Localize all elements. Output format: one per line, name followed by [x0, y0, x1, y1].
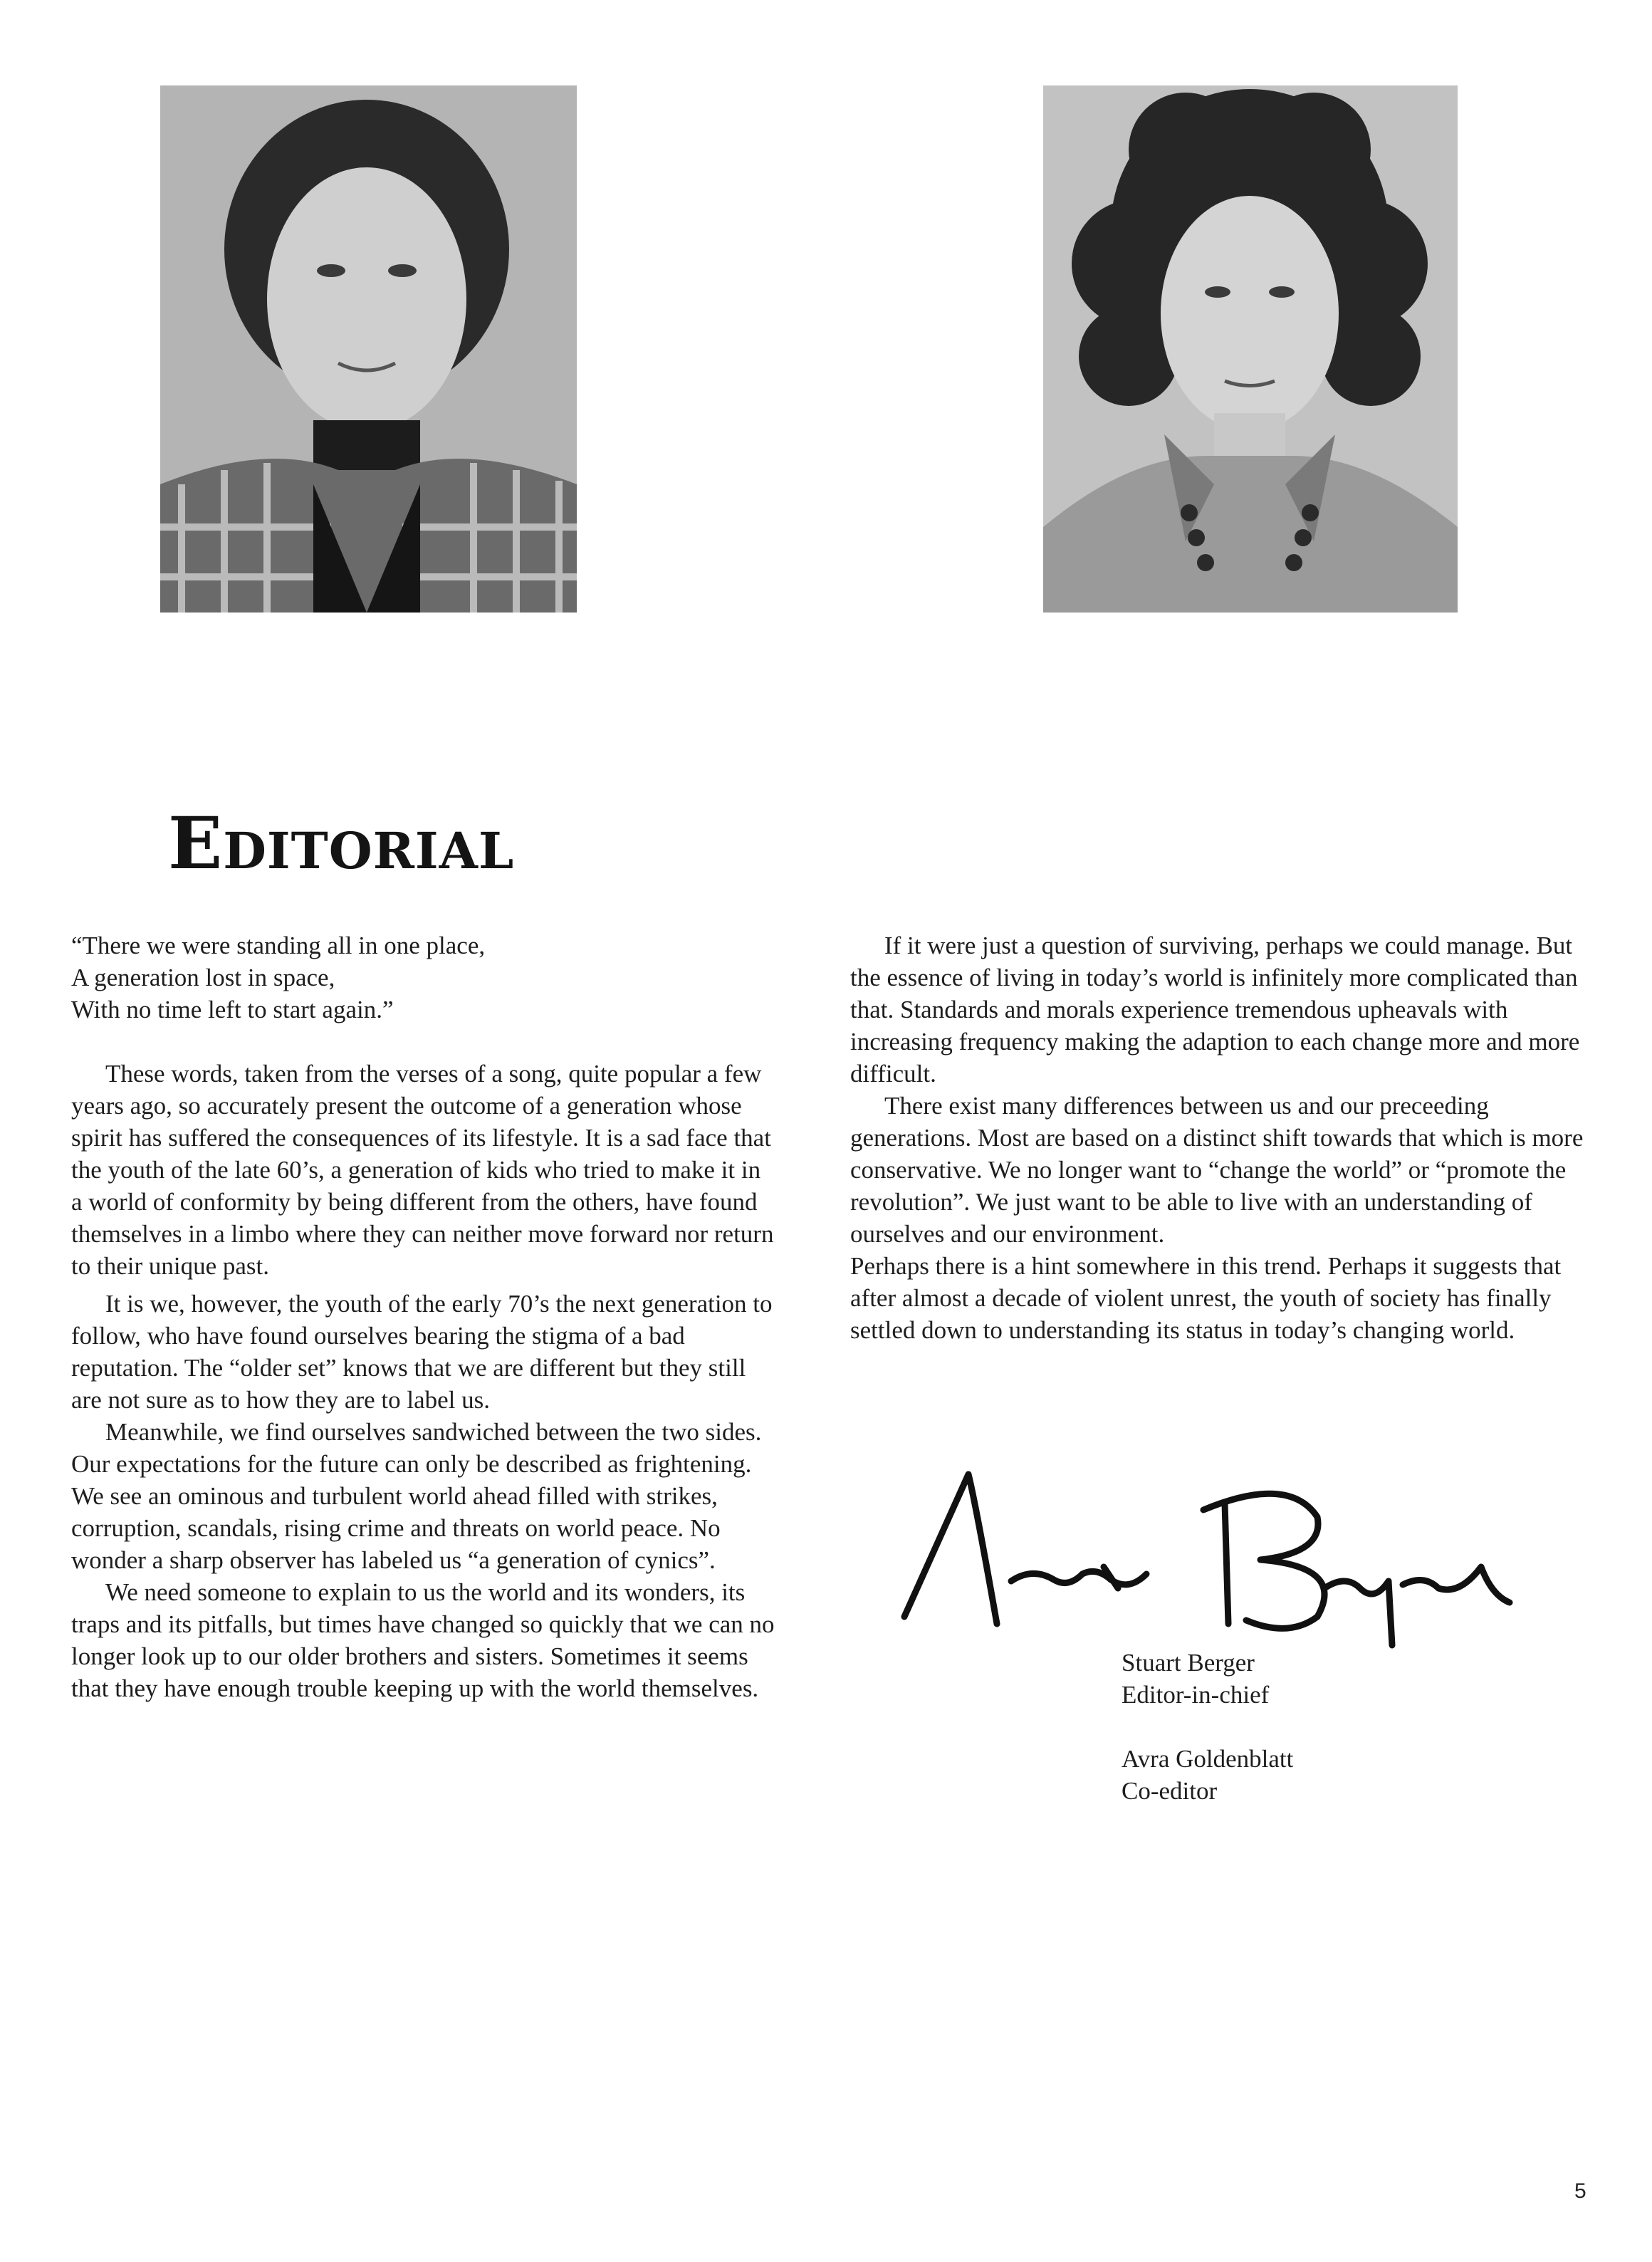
- portrait-image-right: [1043, 85, 1458, 613]
- paragraph: There exist many differences between us and our preceeding generations. Most are based on a distinct shift towards that which is more conservative. We no longer want to “change the world” or “promote the revolution”. We just want to be able to live with an understanding of ourselves and our environment.: [850, 1092, 1584, 1248]
- song-verse-quote: “There we were standing all in one place, A generation lost in space, With no time left to start again.”: [71, 932, 486, 1023]
- right-column: [850, 929, 1584, 1346]
- paragraph: Perhaps there is a hint somewhere in this trend. Perhaps it suggests that after almost a decade of violent unrest, the youth of society has finally settled down to understanding its status in today’s changing world.: [850, 1252, 1562, 1344]
- editor-name: Stuart Berger: [1122, 1649, 1255, 1677]
- paragraph: If it were just a question of surviving, perhaps we could manage. But the essence of living in today’s world is infinitely more complicated than that. Standards and morals experience tremendous upheavals with increasing frequency making the adaption to each change more and more difficult.: [850, 932, 1580, 1088]
- paragraph: These words, taken from the verses of a song, quite popular a few years ago, so accurately present the outcome of a generation whose spirit has suffered the consequences of its lifestyle. It is a sad face that the youth of the late 60’s, a generation of kids who tried to make it in a world of conformity by being different from the others, have found themselves in a limbo where they can neither move forward nor return to their unique past.: [71, 1060, 774, 1280]
- portrait-image-left: [160, 85, 577, 613]
- paragraph: It is we, however, the youth of the early 70’s the next generation to follow, who have found ourselves bearing the stigma of a bad reputation. The “older set” knows that we are different but they still are not sure as to how they are to label us.: [71, 1290, 773, 1414]
- handwritten-signature: [890, 1460, 1517, 1652]
- portrait-photo-left: [160, 85, 577, 613]
- paragraph: Meanwhile, we find ourselves sandwiched between the two sides. Our expectations for the future can only be described as frightening. We see an ominous and turbulent world ahead filled with strikes, corruption, scandals, rising crime and threats on world peace. No wonder a sharp observer has labeled us “a generation of cynics”.: [71, 1418, 762, 1574]
- editorial-heading: Editorial: [168, 801, 515, 885]
- editor-credits: [1122, 1647, 1293, 1807]
- coeditor-title: Co-editor: [1122, 1777, 1218, 1805]
- paragraph: We need someone to explain to us the world and its wonders, its traps and its pitfalls, but times have changed so quickly that we can no longer look up to our older brothers and sisters. Sometimes it seems that they have enough trouble keeping up with the world themselves.: [71, 1578, 775, 1702]
- editor-title: Editor-in-chief: [1122, 1681, 1270, 1709]
- page-number: 5: [1574, 2179, 1586, 2203]
- portrait-photo-right: [1043, 85, 1458, 613]
- coeditor-name: Avra Goldenblatt: [1122, 1745, 1294, 1773]
- left-column: [71, 929, 776, 1704]
